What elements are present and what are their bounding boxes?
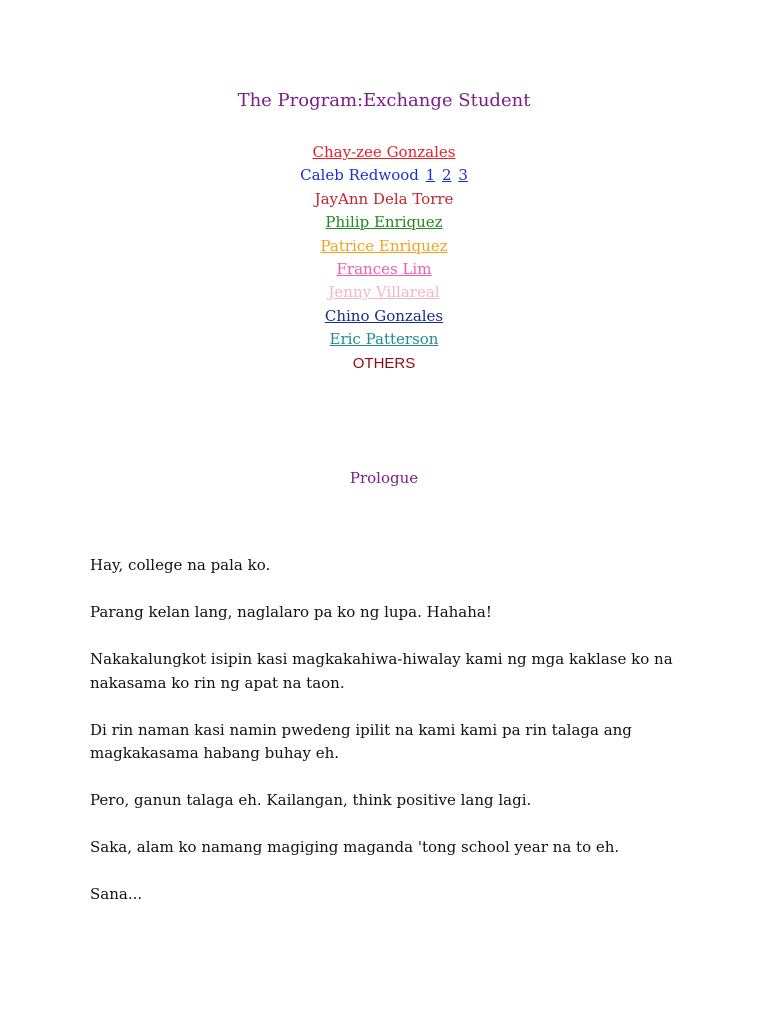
- document-title: The Program:Exchange Student: [237, 90, 531, 111]
- cast-item-chino-gonzales[interactable]: [0, 305, 768, 328]
- cast-item-eric-patterson[interactable]: [0, 328, 768, 351]
- cast-name-link[interactable]: Chino Gonzales: [324, 306, 444, 325]
- chapter-link-2[interactable]: 2: [441, 166, 452, 185]
- prologue-body: [90, 554, 690, 930]
- cast-name-link[interactable]: Chay-zee Gonzales: [312, 143, 456, 161]
- cast-item-frances-lim[interactable]: [0, 258, 768, 281]
- chapter-link-1[interactable]: 1: [425, 166, 436, 185]
- cast-name: Caleb Redwood: [300, 166, 419, 185]
- chapter-link-3[interactable]: 3: [458, 166, 468, 185]
- cast-item-jayann-dela-torre: [0, 188, 768, 211]
- cast-name-link[interactable]: Patrice Enriquez: [320, 236, 448, 255]
- cast-item-caleb-redwood: [0, 164, 768, 187]
- cast-name-link[interactable]: Jenny Villareal: [328, 283, 440, 302]
- cast-name: OTHERS: [352, 354, 416, 372]
- paragraph: Sana...: [90, 885, 143, 903]
- cast-item-patrice-enriquez[interactable]: [0, 235, 768, 258]
- paragraph: Pero, ganun talaga eh. Kailangan, think positive lang lagi.: [90, 791, 532, 809]
- cast-item-others: [0, 352, 768, 375]
- cast-list: [0, 141, 768, 375]
- paragraph: Di rin naman kasi namin pwedeng ipilit na kami kami pa rin talaga ang magkakasama habang buhay eh.: [90, 720, 632, 762]
- cast-name-link[interactable]: Eric Patterson: [329, 330, 439, 349]
- paragraph: Hay, college na pala ko.: [90, 556, 271, 574]
- paragraph: Nakakalungkot isipin kasi magkakahiwa-hiwalay kami ng mga kaklase ko na nakasama ko rin ng apat na taon.: [90, 650, 673, 692]
- paragraph: Parang kelan lang, naglalaro pa ko ng lupa. Hahaha!: [90, 603, 492, 621]
- cast-name-link[interactable]: Philip Enriquez: [325, 213, 443, 232]
- section-heading-prologue: Prologue: [349, 469, 419, 487]
- cast-item-philip-enriquez[interactable]: [0, 211, 768, 234]
- cast-name: JayAnn Dela Torre: [314, 189, 454, 208]
- cast-item-jenny-villareal[interactable]: [0, 281, 768, 304]
- cast-item-chay-zee-gonzales[interactable]: [0, 141, 768, 164]
- cast-name-link[interactable]: Frances Lim: [336, 260, 432, 279]
- paragraph: Saka, alam ko namang magiging maganda 'tong school year na to eh.: [90, 838, 620, 856]
